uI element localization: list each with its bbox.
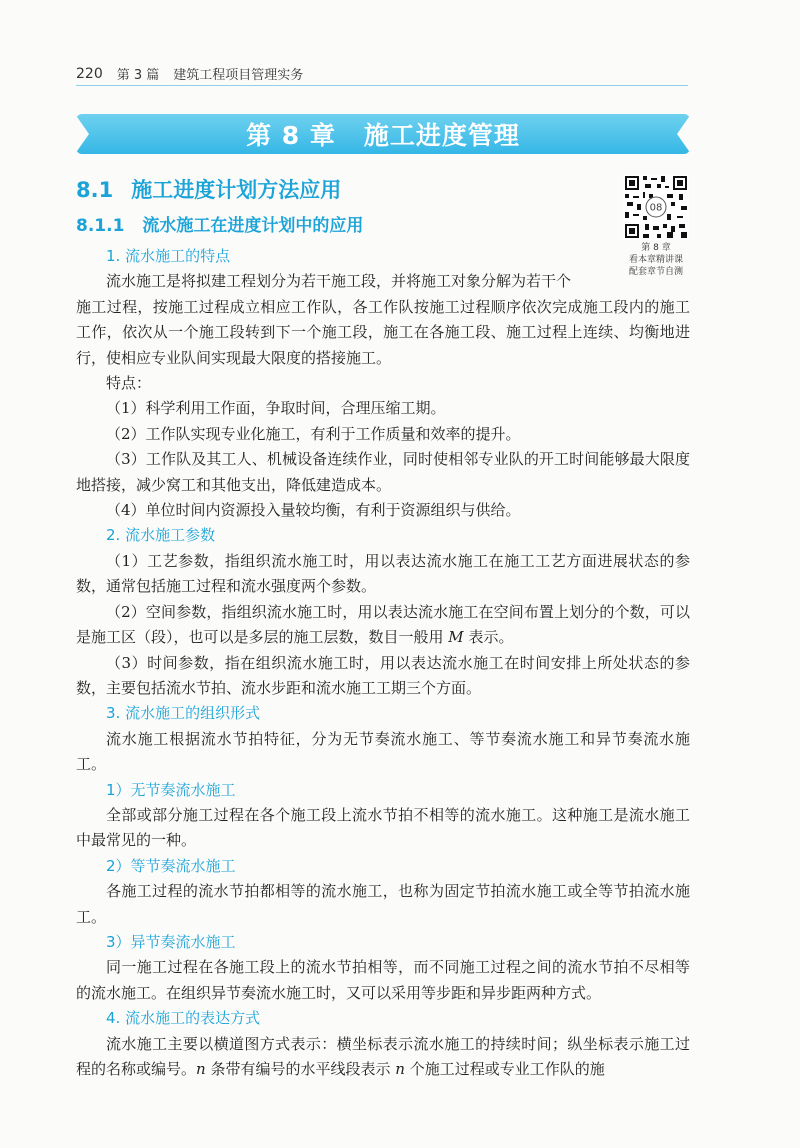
chapter-title: 施工进度管理 <box>363 121 520 150</box>
section-heading <box>76 174 341 204</box>
qr-caption-lecture: 看本章精讲课 <box>628 255 683 265</box>
variable-n: n <box>196 1060 206 1078</box>
list-item: （2）空间参数，指组织流水施工时，用以表达流水施工在空间布置上划分的个数，可以是施工区（段），也可以是多层的施工层数，数目一般用 M 表示。 <box>76 602 690 647</box>
heading-equal-rhythm: 2）等节奏流水施工 <box>106 856 236 875</box>
paragraph: 同一施工过程在各施工段上的流水节拍相等，而不同施工过程之间的流水节拍不尽相等的流水施工。在组织异节奏流水施工时，又可以采用等步距和异步距两种方式。 <box>76 958 690 1002</box>
section-number: 8.1 <box>76 178 114 202</box>
subsection-heading <box>76 211 363 236</box>
paragraph: 全部或部分施工过程在各个施工段上流水节拍不相等的流水施工。这种施工是流水施工中最常见的一种。 <box>76 805 690 850</box>
variable-n: n <box>395 1060 405 1078</box>
running-header <box>76 64 686 83</box>
paragraph: 特点： <box>106 374 152 393</box>
paragraph: 流水施工是将拟建工程划分为若干施工段，并将施工对象分解为若干个 <box>106 272 572 291</box>
section-title: 施工进度计划方法应用 <box>131 178 342 202</box>
qr-caption-chapter: 第 8 章 <box>641 243 671 253</box>
qr-caption-quiz: 配套章节自测 <box>628 267 683 277</box>
paragraph: 各施工过程的流水节拍都相等的流水施工，也称为固定节拍流水施工或全等节拍流水施工。 <box>76 882 690 926</box>
heading-unequal-rhythm: 3）异节奏流水施工 <box>106 932 236 951</box>
chapter-banner <box>76 114 690 154</box>
list-item: （1）科学利用工作面，争取时间，合理压缩工期。 <box>106 399 446 418</box>
paragraph: 流水施工主要以横道图方式表示：横坐标表示流水施工的持续时间；纵坐标表示施工过程的名称或编号。n 条带有编号的水平线段表示 n 个施工过程或专业工作队的施 <box>76 1034 690 1078</box>
subsection-title: 流水施工在进度计划中的应用 <box>142 216 364 236</box>
page-number: 220 <box>76 65 103 82</box>
heading-flow-parameters: 2. 流水施工参数 <box>106 526 216 545</box>
body-text <box>76 244 690 1082</box>
heading-flow-characteristics: 1. 流水施工的特点 <box>106 247 231 265</box>
qr-code-icon[interactable] <box>623 174 689 240</box>
chapter-number: 第 8 章 <box>246 121 336 150</box>
header-rule <box>76 85 688 86</box>
list-item: （2）工作队实现专业化施工，有利于工作质量和效率的提升。 <box>106 424 521 443</box>
paragraph: 流水施工根据流水节拍特征，分为无节奏流水施工、等节奏流水施工和异节奏流水施工。 <box>76 729 690 774</box>
list-item: （3）工作队及其工人、机械设备连续作业，同时使相邻专业队的开工时间能够最大限度地搭接，减少窝工和其他支出，降低建造成本。 <box>76 450 690 494</box>
variable-m: M <box>448 628 464 647</box>
heading-representation: 4. 流水施工的表达方式 <box>106 1009 261 1028</box>
subsection-number: 8.1.1 <box>76 216 125 236</box>
list-item: （4）单位时间内资源投入量较均衡，有利于资源组织与供给。 <box>106 501 521 520</box>
heading-non-rhythmic: 1）无节奏流水施工 <box>106 780 236 799</box>
list-item: （1）工艺参数，指组织流水施工时，用以表达流水施工在施工工艺方面进展状态的参数，通常包括施工过程和流水强度两个参数。 <box>76 551 690 596</box>
book-title: 建筑工程项目管理实务 <box>173 68 304 83</box>
part-label: 第 3 篇 <box>116 68 160 83</box>
paragraph: 施工过程，按施工过程成立相应工作队，各工作队按施工过程顺序依次完成施工段内的施工工作，依次从一个施工段转到下一个施工段，施工在各施工段、施工过程上连续、均衡地进行，使相应专业队间实现最大限度的搭接施工。 <box>76 297 690 367</box>
heading-organization-forms: 3. 流水施工的组织形式 <box>106 704 261 723</box>
qr-center-label: 08 <box>649 202 663 214</box>
list-item: （3）时间参数，指在组织流水施工时，用以表达流水施工在时间安排上所处状态的参数，主要包括流水节拍、流水步距和流水施工工期三个方面。 <box>76 653 690 697</box>
